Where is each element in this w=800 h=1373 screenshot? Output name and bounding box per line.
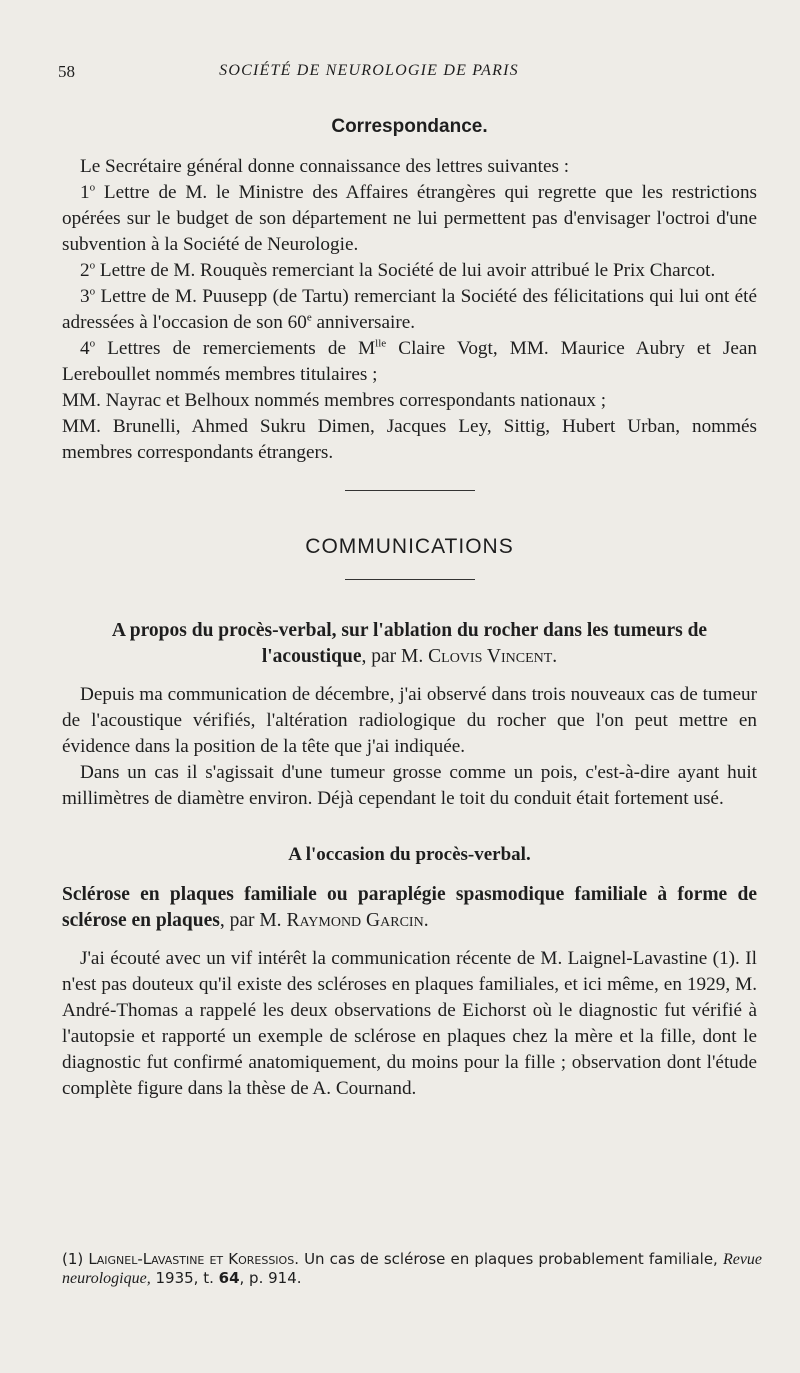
correspondance-heading: Correspondance. bbox=[331, 116, 488, 137]
letter-item-2 bbox=[62, 258, 757, 284]
byline-connector: , par M. bbox=[361, 646, 429, 667]
item-text: Claire Vogt, MM. Maurice Aubry et Jean Lereboullet nommés membres titulaires ; bbox=[62, 338, 757, 385]
title-end: . bbox=[423, 910, 429, 931]
correspondance-intro: Le Secrétaire général donne connaissance des lettres suivantes : bbox=[80, 156, 570, 177]
letter-item-3 bbox=[62, 284, 757, 336]
letter-item-1 bbox=[62, 180, 757, 258]
page-header bbox=[58, 62, 760, 86]
footnote bbox=[62, 1250, 762, 1288]
footnote-journal: Revue neurologique, bbox=[62, 1251, 763, 1287]
section-divider bbox=[345, 579, 475, 580]
ordinal-sup: o bbox=[89, 285, 96, 298]
article-title-vincent bbox=[62, 618, 757, 670]
article-vincent-paragraph-2: Dans un cas il s'agissait d'une tumeur grosse comme un pois, c'est-à-dire ayant huit millimètres de diamètre environ. Déjà cependant le toit du conduit était fortement usé. bbox=[62, 762, 757, 809]
article-title-text: A propos du procès-verbal, sur l'ablation du rocher dans les tumeurs de l'acoustique bbox=[111, 620, 708, 667]
footnote-text: Un cas de sclérose en plaques probablement familiale, bbox=[298, 1250, 723, 1268]
item-text: Lettres de remerciements de M bbox=[95, 338, 376, 359]
members-foreign: MM. Brunelli, Ahmed Sukru Dimen, Jacques Ley, Sittig, Hubert Urban, nommés membres correspondants étrangers. bbox=[62, 416, 757, 463]
footnote-pages: , p. 914. bbox=[239, 1269, 302, 1287]
section-divider bbox=[345, 490, 475, 491]
item-number: 1 bbox=[80, 182, 90, 203]
item-number: 2 bbox=[80, 260, 90, 281]
ordinal-sup: o bbox=[89, 337, 96, 350]
item-text: Lettre de M. le Ministre des Affaires étrangères qui regrette que les restrictions opérées sur le budget de son département ne lui permettent pas d'envisager l'octroi d'une subvention à la Société de Neurologie. bbox=[62, 182, 757, 255]
article-title-garcin bbox=[62, 882, 757, 934]
author-name: Clovis Vincent bbox=[428, 646, 553, 667]
footnote-volume: 64 bbox=[218, 1269, 240, 1287]
item-number: 4 bbox=[80, 338, 90, 359]
footnote-authors: Laignel-Lavastine et Koressios. bbox=[88, 1250, 299, 1268]
page-body bbox=[62, 116, 757, 1102]
running-title: SOCIÉTÉ DE NEUROLOGIE DE PARIS bbox=[219, 62, 519, 79]
item-text: Lettre de M. Puusepp (de Tartu) remerciant la Société des félicitations qui lui ont été adressées à l'occasion de son 60 bbox=[62, 286, 757, 333]
members-national: MM. Nayrac et Belhoux nommés membres correspondants nationaux ; bbox=[62, 390, 607, 411]
item-text: Lettre de M. Rouquès remerciant la Société de lui avoir attribué le Prix Charcot. bbox=[95, 260, 716, 281]
page-number: 58 bbox=[58, 62, 75, 81]
title-sup: lle bbox=[375, 337, 387, 350]
ordinal-sup: o bbox=[89, 181, 96, 194]
footnote-marker: (1) bbox=[62, 1250, 89, 1268]
author-name: Raymond Garcin bbox=[286, 910, 424, 931]
article-garcin-paragraph-1: J'ai écouté avec un vif intérêt la communication récente de M. Laignel-Lavastine (1). Il n'est pas douteux qu'il existe des scléroses en plaques familiales, et ici même, en 1929, M. André-Thomas a rappelé les deux observations de Eichorst où le diagnostic fut vérifié à l'autopsie et rapporté un exemple de sclérose en plaques chez la mère et la fille, dont le diagnostic fut confirmé anatomiquement, du moins pour la fille ; observation dont l'étude complète figure dans la thèse de A. Cournand. bbox=[62, 948, 757, 1099]
byline-connector: , par M. bbox=[219, 910, 287, 931]
title-end: . bbox=[552, 646, 558, 667]
item-text: anniversaire. bbox=[311, 312, 416, 333]
occasion-heading: A l'occasion du procès-verbal. bbox=[288, 844, 531, 865]
footnote-ref: 1935, t. bbox=[150, 1269, 219, 1287]
article-title-text: Sclérose en plaques familiale ou paraplégie spasmodique familiale à forme de sclérose en plaques bbox=[62, 884, 757, 931]
item-number: 3 bbox=[80, 286, 90, 307]
ordinal-sup: e bbox=[306, 311, 312, 324]
article-vincent-paragraph-1: Depuis ma communication de décembre, j'ai observé dans trois nouveaux cas de tumeur de l'acoustique vérifiés, l'altération radiologique du rocher que l'on peut mettre en évidence dans la position de la tête que j'ai indiquée. bbox=[62, 684, 757, 757]
communications-heading: COMMUNICATIONS bbox=[305, 535, 514, 558]
ordinal-sup: o bbox=[89, 259, 96, 272]
letter-item-4 bbox=[62, 336, 757, 388]
